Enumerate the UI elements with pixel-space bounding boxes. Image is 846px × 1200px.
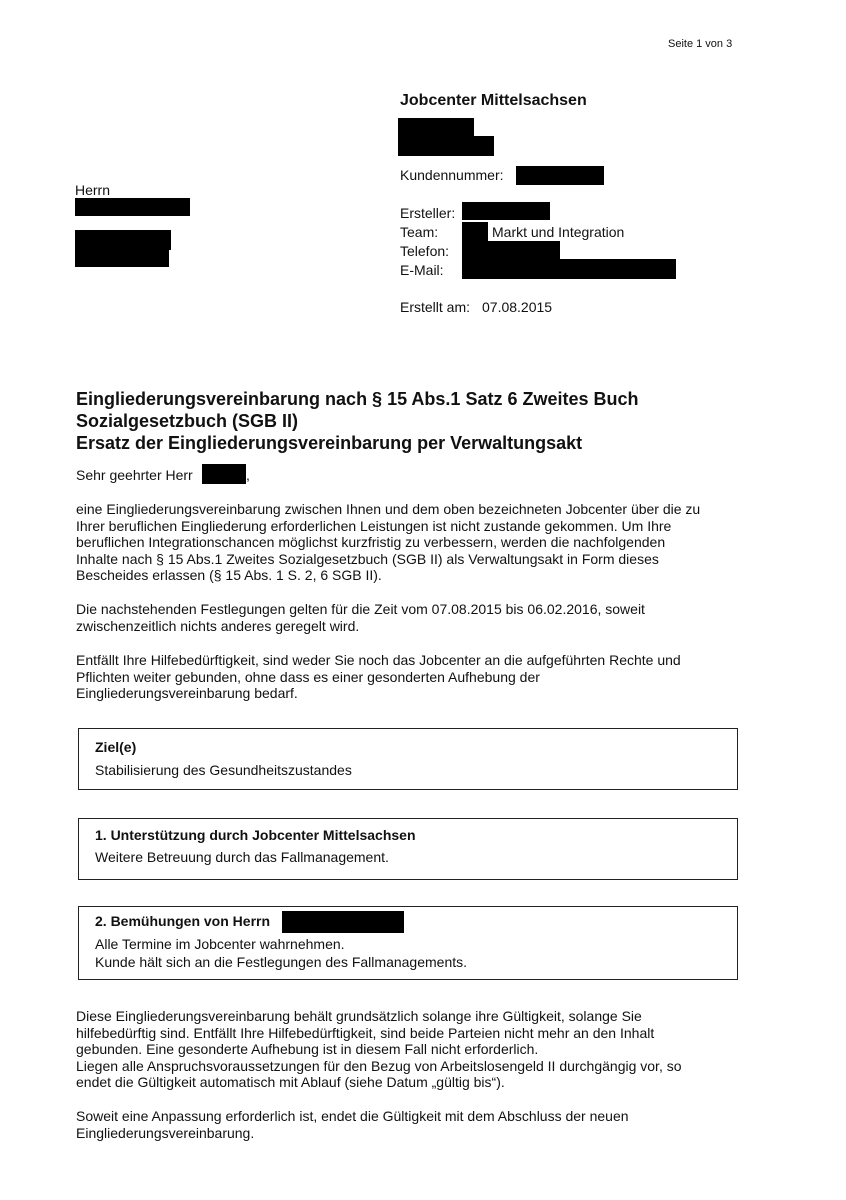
redacted-recipient-name (75, 198, 190, 216)
greeting (76, 466, 193, 485)
efforts-box (78, 906, 738, 980)
efforts-heading: 2. Bemühungen von Herrn (95, 913, 271, 929)
efforts-line: Kunde hält sich an die Festlegungen des Fallmanagements. (95, 954, 468, 970)
paragraph-line: Soweit eine Anpassung erforderlich ist, endet die Gültigkeit mit dem Abschluss der neuen (76, 1108, 629, 1124)
redacted-address-line2 (398, 136, 494, 156)
paragraph-validity (76, 601, 756, 634)
page-number: Seite 1 von 3 (668, 38, 733, 50)
redacted-customer-number (516, 166, 604, 185)
creator-label: Ersteller: (400, 205, 456, 221)
paragraph-line: Eingliederungsvereinbarung bedarf. (76, 685, 298, 701)
phone-label: Telefon: (400, 243, 450, 259)
paragraph-line: Eingliederungsvereinbarung. (76, 1124, 255, 1141)
paragraph-line: Entfällt Ihre Hilfebedürftigkeit, sind weder Sie noch das Jobcenter an die aufgeführten Rechte und (76, 652, 681, 668)
title-line-1: Eingliederungsvereinbarung nach § 15 Abs.1 Satz 6 Zweites Buch (76, 389, 639, 409)
paragraph-line: Pflichten weiter gebunden, ohne dass es einer gesonderten Aufhebung der (76, 668, 540, 685)
greeting-text: Sehr geehrter Herr (76, 467, 193, 483)
redacted-recipient-street (75, 230, 171, 250)
redacted-recipient-city (75, 248, 169, 267)
paragraph-line: Bescheides erlassen (§ 15 Abs. 1 S. 2, 6 SGB II). (76, 567, 382, 583)
title-line-3: Ersatz der Eingliederungsvereinbarung per Verwaltungsakt (76, 433, 583, 453)
support-line: Weitere Betreuung durch das Fallmanagement. (95, 849, 389, 865)
paragraph-line: endet die Gültigkeit automatisch mit Ablauf (siehe Datum „gültig bis“). (76, 1074, 505, 1090)
paragraph-intro (76, 501, 756, 584)
sender-organization: Jobcenter Mittelsachsen (400, 92, 587, 109)
paragraph-adjustment (76, 1108, 756, 1141)
goals-line: Stabilisierung des Gesundheitszustandes (95, 762, 352, 778)
support-heading: 1. Unterstützung durch Jobcenter Mittelsachsen (95, 827, 416, 843)
team-label: Team: (400, 224, 439, 240)
paragraph-line: Inhalte nach § 15 Abs.1 Zweites Sozialgesetzbuch (SGB II) als Verwaltungsakt in Form dieses (76, 550, 659, 567)
paragraph-duration (76, 1008, 756, 1091)
paragraph-line: gebunden. Eine gesonderte Aufhebung ist in diesem Fall nicht erforderlich. (76, 1041, 539, 1057)
paragraph-line: beruflichen Integrationschancen möglichst kurzfristig zu verbessern, werden die nachfolgenden (76, 534, 666, 550)
efforts-line: Alle Termine im Jobcenter wahrnehmen. (95, 936, 345, 952)
customer-number-label: Kundennummer: (400, 167, 504, 183)
paragraph-line: Diese Eingliederungsvereinbarung behält grundsätzlich solange ihre Gültigkeit, solange Sie (76, 1008, 642, 1024)
redacted-address-line1 (398, 118, 474, 138)
paragraph-line: hilfebedürftig sind. Entfällt Ihre Hilfebedürftigkeit, sind beide Parteien nicht mehr an den Inhalt (76, 1024, 655, 1041)
goals-box (78, 728, 738, 790)
redacted-creator (462, 202, 550, 220)
paragraph-line: Die nachstehenden Festlegungen gelten für die Zeit vom 07.08.2015 bis 06.02.2016, soweit (76, 601, 645, 617)
redacted-phone (462, 241, 560, 259)
paragraph-termination (76, 652, 756, 702)
email-label: E-Mail: (400, 262, 444, 278)
created-label: Erstellt am: (400, 299, 471, 315)
paragraph-line: Liegen alle Anspruchsvoraussetzungen für den Bezug von Arbeitslosengeld II durchgängig vor, so (76, 1057, 682, 1074)
goals-heading: Ziel(e) (95, 739, 137, 755)
title-line-2: Sozialgesetzbuch (SGB II) (76, 411, 299, 431)
created-date: 07.08.2015 (482, 299, 553, 315)
document-title (76, 388, 776, 454)
redacted-team-prefix (462, 222, 488, 242)
paragraph-line: eine Eingliederungsvereinbarung zwischen Ihnen und dem oben bezeichneten Jobcenter über die zu (76, 501, 701, 517)
recipient-salutation: Herrn (75, 182, 111, 198)
redacted-efforts-name (282, 911, 404, 933)
greeting-comma: , (246, 467, 250, 483)
team-value: Markt und Integration (492, 224, 625, 240)
support-box (78, 818, 738, 880)
paragraph-line: zwischenzeitlich nichts anderes geregelt wird. (76, 617, 360, 634)
paragraph-line: Ihrer beruflichen Eingliederung erforderlichen Leistungen ist nicht zustande gekommen. Um Ihre (76, 517, 672, 534)
redacted-email (462, 259, 676, 279)
redacted-greeting-name (202, 464, 246, 484)
